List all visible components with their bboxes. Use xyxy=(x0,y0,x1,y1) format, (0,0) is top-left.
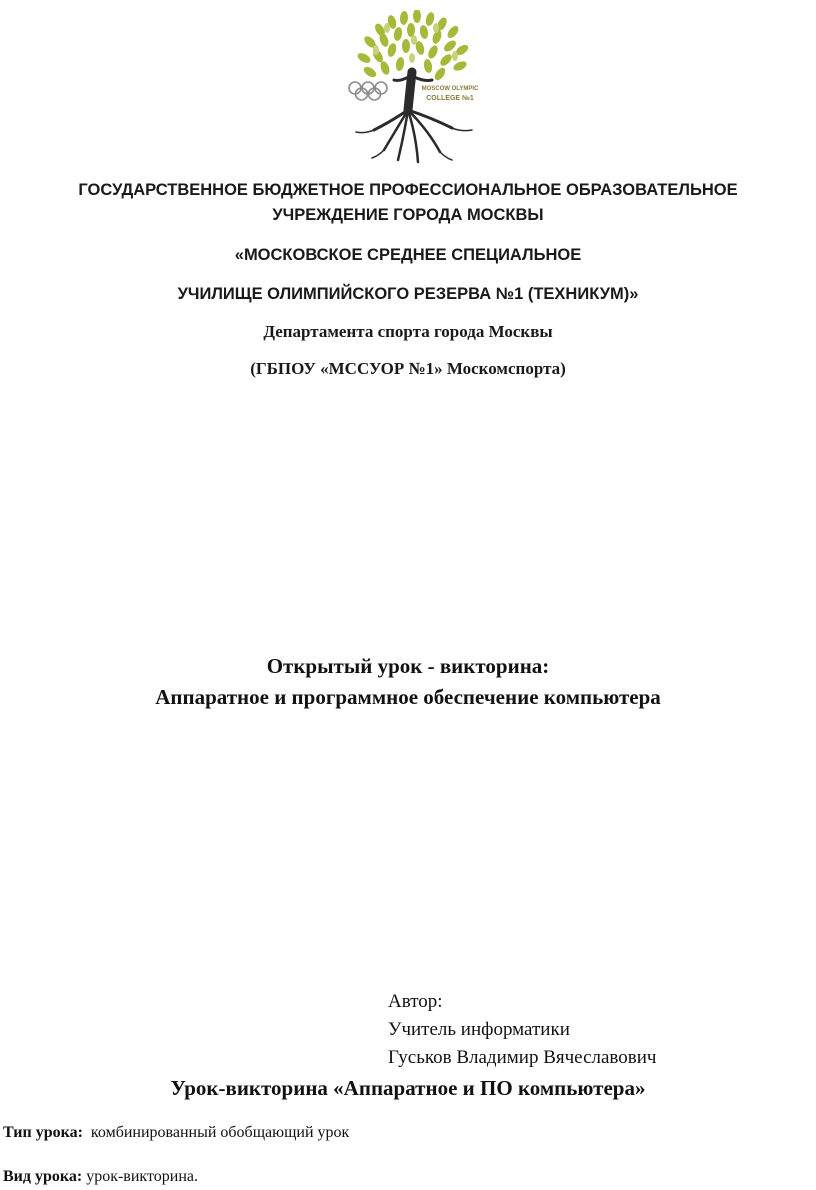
college-logo xyxy=(340,10,490,168)
author-name: Гуськов Владимир Вячеславович xyxy=(388,1047,657,1068)
lesson-kind-value: урок-викторина. xyxy=(86,1168,198,1185)
lesson-kind-label: Вид урока: xyxy=(3,1168,83,1185)
lesson-type-row xyxy=(3,1122,349,1144)
author-position: Учитель информатики xyxy=(388,1019,570,1040)
header-line-3: «МОСКОВСКОЕ СРЕДНЕЕ СПЕЦИАЛЬНОЕ xyxy=(234,246,582,264)
header-line-4: УЧИЛИЩЕ ОЛИМПИЙСКОГО РЕЗЕРВА №1 (ТЕХНИКУМ)» xyxy=(177,285,639,303)
header-line-5: Департамента спорта города Москвы xyxy=(263,322,553,341)
lesson-kind-row xyxy=(3,1166,198,1188)
olympic-rings-icon xyxy=(349,82,387,100)
lesson-title-line-1: Открытый урок - викторина: xyxy=(266,654,550,678)
lesson-type-label: Тип урока: xyxy=(3,1124,83,1141)
header-line-2: УЧРЕЖДЕНИЕ ГОРОДА МОСКВЫ xyxy=(272,206,544,224)
logo-text-line2: COLLEGE №1 xyxy=(426,95,474,102)
header-line-6: (ГБПОУ «МССУОР №1» Москомспорта) xyxy=(250,359,566,378)
author-label: Автор: xyxy=(388,991,443,1012)
logo-text-line1: MOSCOW OLYMPIC xyxy=(421,86,479,92)
lesson-type-value: комбинированный обобщающий урок xyxy=(90,1124,350,1141)
lesson-heading: Урок-викторина «Аппаратное и ПО компьютера» xyxy=(170,1076,646,1100)
header-line-1: ГОСУДАРСТВЕННОЕ БЮДЖЕТНОЕ ПРОФЕССИОНАЛЬНОЕ ОБРАЗОВАТЕЛЬНОЕ xyxy=(78,181,738,199)
lesson-title-line-2: Аппаратное и программное обеспечение компьютера xyxy=(155,685,661,709)
